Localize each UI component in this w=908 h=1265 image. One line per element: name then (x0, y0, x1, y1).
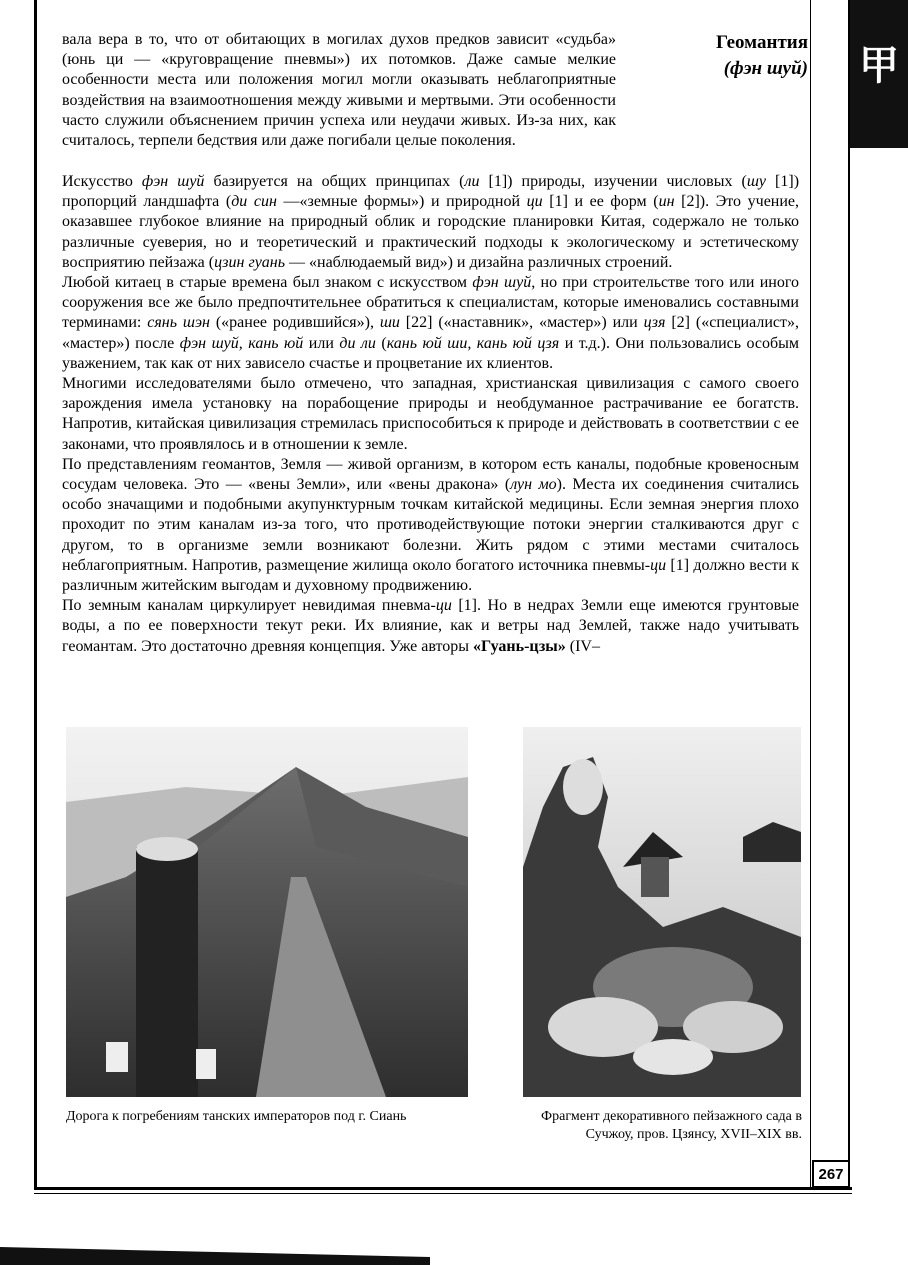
section-subtitle: (фэн шуй) (723, 58, 808, 79)
frame-inner-rule (810, 0, 811, 1190)
section-heading (660, 30, 808, 82)
body-text-main (62, 172, 799, 657)
paragraph-6: По земным каналам циркулирует невидимая пневма-ци [1]. Но в недрах Земли еще имеются грунтовые воды, а по ее поверхности текут реки. Их влияние, как и ветры над Землей, также надо учитывать геомантам. Это достаточно древняя концепция. Уже авторы «Гуань-цзы» (IV– (62, 597, 799, 655)
photo-suzhou-garden (523, 727, 801, 1097)
paragraph-5: По представлениям геомантов, Земля — живой организм, в котором есть каналы, подобные кровеносным сосудам человека. Это — «вены Земли», или «вены дракона» (лун мо). Места их соединения считались особо значащими и подобными акупунктурным точкам китайской медицины. Если земная энергия плохо проходит по этим каналам из-за того, что противодействующие потоки энергии сталкиваются друг с другом, то в организме земли возникают болезни. Жить рядом с этими местами считалось неблагоприятным. Напротив, размещение жилища около богатого источника пневмы-ци [1] должно вести к различным житейским выгодам и духовному продвижению. (62, 455, 800, 595)
scan-shadow (0, 1243, 430, 1265)
frame-bottom-rule (34, 1187, 852, 1190)
frame-right-rule (848, 0, 850, 1190)
page-number: 267 (812, 1160, 850, 1188)
caption-right: Фрагмент декоративного пейзажного сада в Сучжоу, пров. Цзянсу, XVII–XIX вв. (541, 1109, 802, 1142)
paragraph-3: Любой китаец в старые времена был знаком с искусством фэн шуй, но при строительстве того или иного сооружения все же было предпочтительнее обратиться к специалистам, которые именовались составными терминами: сянь шэн («ранее родившийся»), ши [22] («наставник», «мастер») или цзя [2] («специалист», «мастер») после фэн шуй, кань юй или ди ли (кань юй ши, кань юй цзя и т.д.). Они пользовались особым уважением, так как от них зависело счастье и процветание их клиентов. (62, 274, 800, 372)
photo-tomb-road (66, 727, 468, 1097)
paragraph-1: вала вера в то, что от обитающих в могилах духов предков зависит «судьба» (юнь ци — «круговращение пневмы») их потомков. Даже самые мелкие особенности места или положения могил могли оказывать неблагоприятные воздействия на взаимоотношения между живыми и мертвыми. Эти особенности часто служили объяснением причин успеха или неудачи живых. Из-за них, как считалось, терпели бедствия или даже погибали целые поколения. (62, 31, 616, 150)
caption-left: Дорога к погребениям танских императоров под г. Сиань (66, 1109, 407, 1124)
body-text-top (62, 30, 616, 151)
frame-bottom-rule-thin (34, 1193, 852, 1194)
section-tab (850, 0, 908, 148)
section-tab-glyph: 甲 (859, 42, 899, 89)
section-title: Геомантия (715, 32, 808, 53)
paragraph-4: Многими исследователями было отмечено, что западная, христианская цивилизация с самого своего зарождения имела установку на порабощение природы и необдуманное растрачивание ее богатств. Напротив, китайская цивилизация стремилась приспособиться к природе и действовать в соответствии с ее законами, что проявлялось и в отношении к земле. (62, 375, 799, 453)
paragraph-2: Искусство фэн шуй базируется на общих принципах (ли [1]) природы, изучении числовых (шу [1]) пропорций ландшафта (ди син —«земные формы») и природной ци [1] и ее форм (ин [2]). Это учение, оказавшее глубокое влияние на природный облик и городские планировки Китая, содержало не только различные суеверия, но и теоретический и практический подходы к экологическому и эстетическому восприятию пейзажа (цзин гуань — «наблюдаемый вид») и дизайна различных строений. (62, 173, 800, 271)
frame-left-rule (34, 0, 37, 1190)
